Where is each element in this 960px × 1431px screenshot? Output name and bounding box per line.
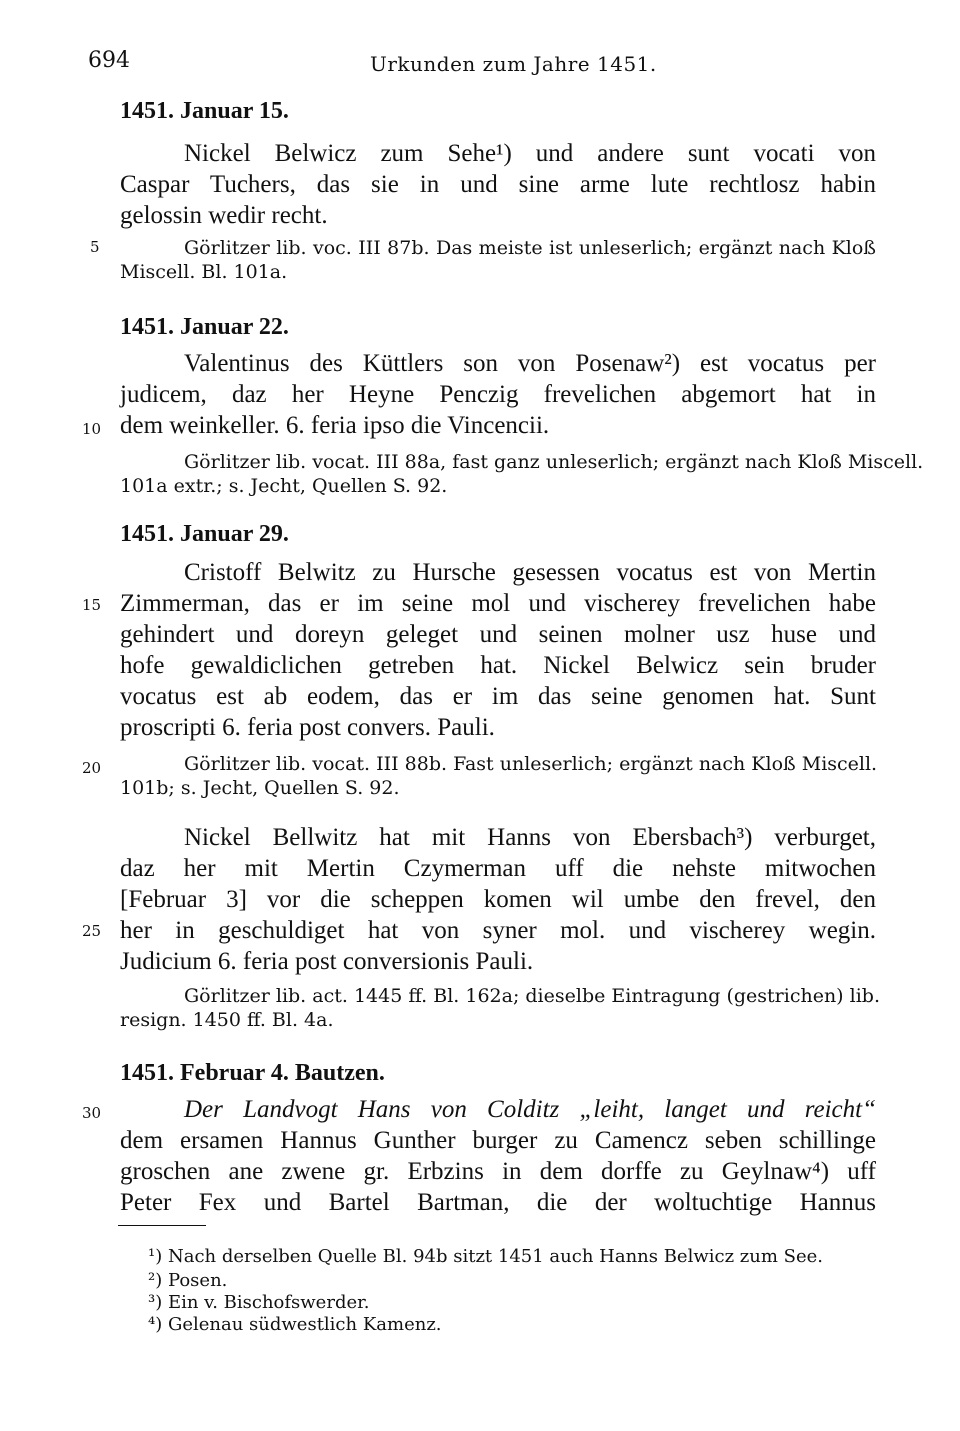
running-title: Urkunden zum Jahre 1451. — [370, 52, 657, 76]
entry-text-line: gelossin wedir recht. — [120, 202, 328, 229]
entry-text-line: gehindert und doreyn geleget und seinen molner usz huse und — [120, 621, 876, 648]
footnote: ²) Posen. — [148, 1270, 228, 1291]
entry-heading: 1451. Januar 29. — [120, 521, 289, 547]
entry-text-line: dem weinkeller. 6. feria ipso die Vincencii. — [120, 412, 550, 439]
entry-heading: 1451. Februar 4. Bautzen. — [120, 1060, 385, 1086]
line-number: 20 — [82, 759, 102, 777]
source-note-line: Görlitzer lib. act. 1445 ff. Bl. 162a; dieselbe Eintragung (gestrichen) lib. — [184, 985, 880, 1007]
entry-text-line: Valentinus des Küttlers son von Posenaw²) est vocatus per — [184, 350, 876, 377]
entry-heading: 1451. Januar 15. — [120, 98, 289, 124]
entry-text-line: Cristoff Belwitz zu Hursche gesessen vocatus est von Mertin — [184, 559, 876, 586]
entry-text-line: dem ersamen Hannus Gunther burger zu Camencz seben schillinge — [120, 1127, 876, 1154]
source-note-line: 101a extr.; s. Jecht, Quellen S. 92. — [120, 475, 448, 497]
entry-text-line: Nickel Belwicz zum Sehe¹) und andere sunt vocati von — [184, 140, 876, 167]
entry-text-line: Judicium 6. feria post conversionis Pauli. — [120, 948, 534, 975]
entry-text-line: groschen ane zwene gr. Erbzins in dem dorffe zu Geylnaw⁴) uff — [120, 1158, 876, 1185]
entry-text-line: Caspar Tuchers, das sie in und sine arme lute rechtlosz habin — [120, 171, 876, 198]
entry-text-line: vocatus est ab eodem, das er im das seine genomen hat. Sunt — [120, 683, 876, 710]
entry-text-line: Nickel Bellwitz hat mit Hanns von Ebersbach³) verburget, — [184, 824, 876, 851]
footnote: ¹) Nach derselben Quelle Bl. 94b sitzt 1451 auch Hanns Belwicz zum See. — [148, 1246, 824, 1267]
line-number: 25 — [82, 922, 102, 940]
entry-text-line: Der Landvogt Hans von Colditz „leiht, langet und reicht“ — [184, 1096, 876, 1123]
line-number: 10 — [82, 420, 102, 438]
line-number: 15 — [82, 596, 102, 614]
source-note-line: Miscell. Bl. 101a. — [120, 261, 288, 283]
source-note-line: Görlitzer lib. voc. III 87b. Das meiste ist unleserlich; ergänzt nach Kloß — [184, 237, 876, 259]
entry-text-line: her in geschuldiget hat von syner mol. und vischerey wegin. — [120, 917, 876, 944]
page-number: 694 — [88, 48, 130, 73]
entry-text-line: Zimmerman, das er im seine mol und vischerey frevelichen habe — [120, 590, 876, 617]
entry-text-line: judicem, daz her Heyne Penczig frevelichen abgemort hat in — [120, 381, 876, 408]
source-note-line: 101b; s. Jecht, Quellen S. 92. — [120, 777, 400, 799]
footnote-rule — [118, 1225, 206, 1226]
entry-text-line: daz her mit Mertin Czymerman uff die nehste mitwochen — [120, 855, 876, 882]
line-number: 5 — [90, 238, 100, 256]
entry-text-line: [Februar 3] vor die scheppen komen wil umbe den frevel, den — [120, 886, 876, 913]
entry-text-line: Peter Fex und Bartel Bartman, die der woltuchtige Hannus — [120, 1189, 876, 1216]
entry-heading: 1451. Januar 22. — [120, 314, 289, 340]
source-note-line: Görlitzer lib. vocat. III 88a, fast ganz unleserlich; ergänzt nach Kloß Miscell. — [184, 451, 924, 473]
source-note-line: resign. 1450 ff. Bl. 4a. — [120, 1009, 334, 1031]
entry-text-line: hofe gewaldiclichen getreben hat. Nickel Belwicz sein bruder — [120, 652, 876, 679]
line-number: 30 — [82, 1104, 102, 1122]
source-note-line: Görlitzer lib. vocat. III 88b. Fast unleserlich; ergänzt nach Kloß Miscell. — [184, 753, 878, 775]
footnote: ⁴) Gelenau südwestlich Kamenz. — [148, 1314, 442, 1335]
entry-text-line: proscripti 6. feria post convers. Pauli. — [120, 714, 495, 741]
footnote: ³) Ein v. Bischofswerder. — [148, 1292, 370, 1313]
